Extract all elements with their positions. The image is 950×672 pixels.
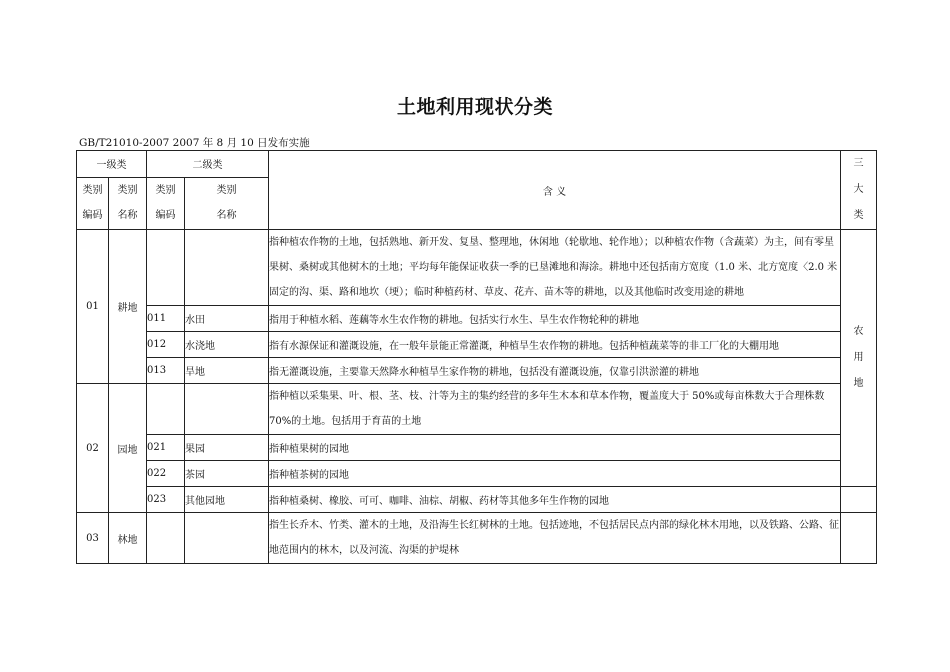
sub-code: 013 bbox=[147, 358, 185, 384]
empty-cell bbox=[841, 487, 877, 513]
group-name: 耕地 bbox=[109, 230, 147, 384]
sub-description: 指种植果树的园地 bbox=[269, 435, 841, 461]
sub-description: 指用于种植水稻、莲藕等水生农作物的耕地。包括实行水生、旱生农作物轮种的耕地 bbox=[269, 306, 841, 332]
sub-name: 水浇地 bbox=[185, 332, 269, 358]
land-use-table bbox=[76, 150, 877, 564]
group-name: 林地 bbox=[109, 513, 147, 564]
sub-code: 023 bbox=[147, 487, 185, 513]
header-level2: 二级类 bbox=[147, 151, 269, 178]
sub-name: 其他园地 bbox=[185, 487, 269, 513]
header-name: 类别 名称 bbox=[109, 177, 147, 229]
sub-name: 水田 bbox=[185, 306, 269, 332]
sub-code: 012 bbox=[147, 332, 185, 358]
header-meaning: 含 义 bbox=[269, 151, 841, 230]
group-code: 03 bbox=[77, 513, 109, 564]
sub-description: 指种植茶树的园地 bbox=[269, 461, 841, 487]
sub-name: 果园 bbox=[185, 435, 269, 461]
page-title: 土地利用现状分类 bbox=[396, 96, 553, 118]
empty-cell bbox=[185, 384, 269, 435]
empty-cell bbox=[147, 230, 185, 306]
group-name: 园地 bbox=[109, 384, 147, 513]
group-description: 指种植以采集果、叶、根、茎、枝、汁等为主的集约经营的多年生木本和草本作物，覆盖度大于 50%或每亩株数大于合理株数 70%的土地。包括用于育苗的土地 bbox=[269, 384, 841, 435]
sub-code: 011 bbox=[147, 306, 185, 332]
empty-cell bbox=[841, 513, 877, 564]
empty-cell bbox=[147, 384, 185, 435]
sub-code: 022 bbox=[147, 461, 185, 487]
group-description: 指生长乔木、竹类、灌木的土地，及沿海生长红树林的土地。包括迹地，不包括居民点内部的绿化林木用地，以及铁路、公路、征地范围内的林木，以及河流、沟渠的护堤林 bbox=[269, 513, 841, 564]
sub-code: 021 bbox=[147, 435, 185, 461]
header-big-class: 三 大 类 bbox=[841, 151, 877, 230]
sub-description: 指有水源保证和灌溉设施，在一般年景能正常灌溉，种植旱生农作物的耕地。包括种植蔬菜等的非工厂化的大棚用地 bbox=[269, 332, 841, 358]
empty-cell bbox=[147, 513, 185, 564]
sub-description: 指无灌溉设施，主要靠天然降水种植旱生家作物的耕地，包括没有灌溉设施，仅靠引洪淤灌的耕地 bbox=[269, 358, 841, 384]
header-code: 类别 编码 bbox=[77, 177, 109, 229]
group-code: 02 bbox=[77, 384, 109, 513]
standard-subtitle: GB/T21010-2007 2007 年 8 月 10 日发布实施 bbox=[79, 137, 310, 149]
empty-cell bbox=[185, 230, 269, 306]
header-level1: 一级类 bbox=[77, 151, 147, 178]
sub-name: 旱地 bbox=[185, 358, 269, 384]
empty-cell bbox=[185, 513, 269, 564]
header-l2-code: 类别 编码 bbox=[147, 177, 185, 229]
header-l2-name: 类别 名称 bbox=[185, 177, 269, 229]
group-code: 01 bbox=[77, 230, 109, 384]
sub-description: 指种植桑树、橡胶、可可、咖啡、油棕、胡椒、药材等其他多年生作物的园地 bbox=[269, 487, 841, 513]
big-class-value: 农 用 地 bbox=[841, 230, 877, 487]
sub-name: 茶园 bbox=[185, 461, 269, 487]
group-description: 指种植农作物的土地，包括熟地、新开发、复垦、整理地，休闲地（轮歇地、轮作地）；以种植农作物（含蔬菜）为主，间有零星果树、桑树或其他树木的土地；平均每年能保证收获一季的已垦滩地和海涂。耕地中还包括南方宽度（1.0 米、北方宽度〈2.0 米固定的沟、渠、路和地坎（埂）；临时种植药材、草皮、花卉、苗木等的耕地，以及其他临时改变用途的耕地 bbox=[269, 230, 841, 306]
